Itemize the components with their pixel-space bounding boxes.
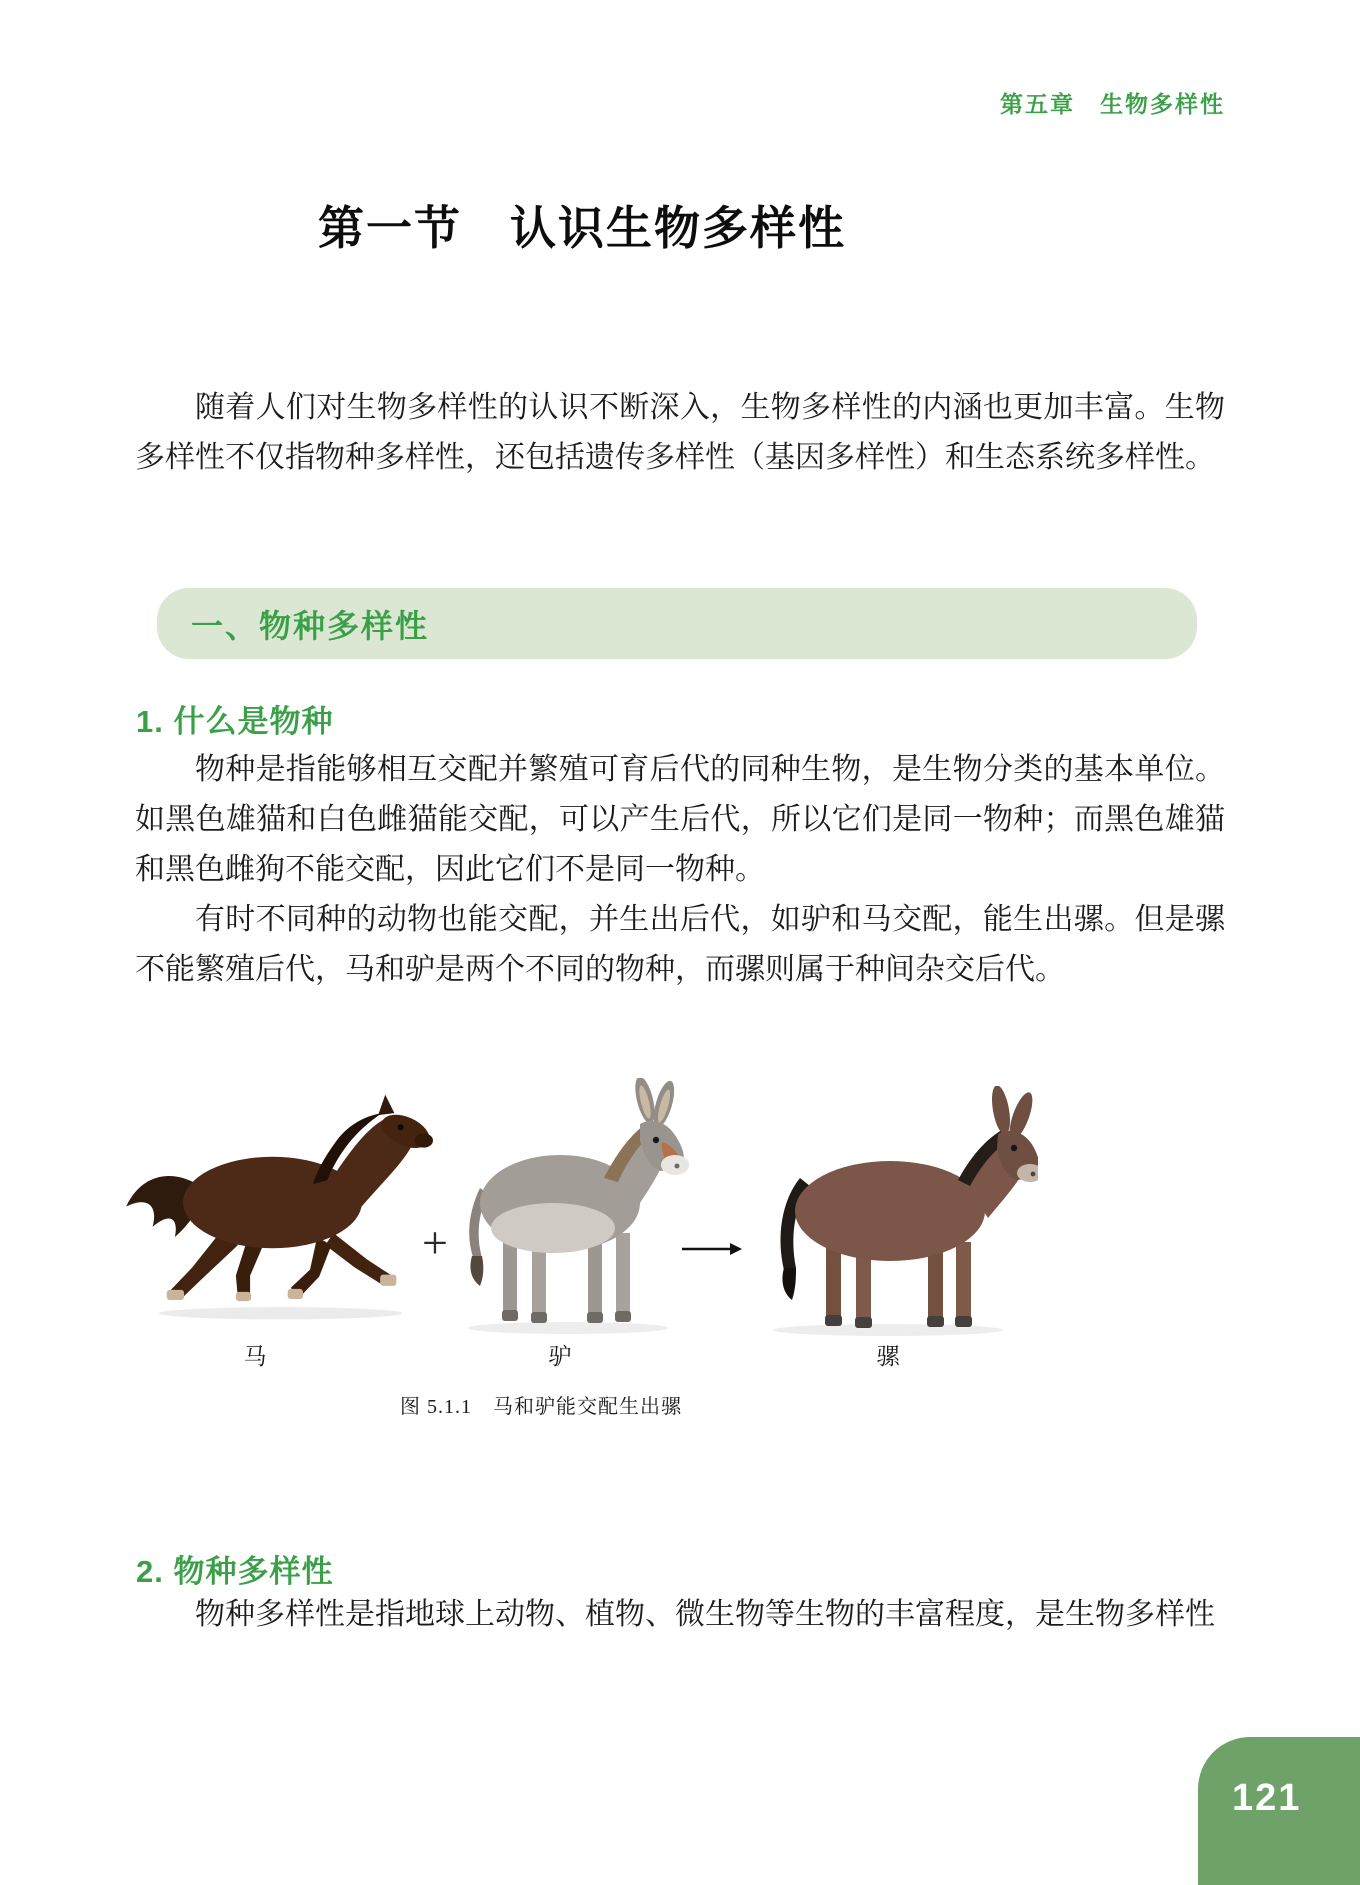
horse-illustration xyxy=(118,1082,433,1322)
mule-example-paragraph: 有时不同种的动物也能交配，并生出后代，如驴和马交配，能生出骡。但是骡不能繁殖后代，马和驴是两个不同的物种，而骡则属于种间杂交后代。 xyxy=(135,903,1225,986)
topic-banner xyxy=(157,588,1197,659)
chapter-header: 第五章 生物多样性 xyxy=(1000,91,1225,117)
page-title: 第一节 认识生物多样性 xyxy=(318,202,846,254)
mule-illustration xyxy=(738,1086,1038,1338)
topic-banner-label: 一、物种多样性 xyxy=(191,607,430,644)
page-number: 121 xyxy=(1232,1777,1302,1819)
page-number-badge xyxy=(1198,1737,1360,1885)
figure-caption: 图 5.1.1 马和驴能交配生出骡 xyxy=(400,1396,682,1418)
donkey-label: 驴 xyxy=(548,1344,572,1369)
arrow-right-icon xyxy=(680,1240,744,1258)
plus-icon: + xyxy=(422,1217,448,1268)
horse-label: 马 xyxy=(243,1344,267,1369)
intro-paragraph: 随着人们对生物多样性的认识不断深入，生物多样性的内涵也更加丰富。生物多样性不仅指物种多样性，还包括遗传多样性（基因多样性）和生态系统多样性。 xyxy=(135,391,1225,474)
donkey-illustration xyxy=(448,1078,693,1338)
species-definition-paragraph: 物种是指能够相互交配并繁殖可育后代的同种生物，是生物分类的基本单位。如黑色雄猫和白色雌猫能交配，可以产生后代，所以它们是同一物种；而黑色雄猫和黑色雌狗不能交配，因此它们不是同一物种。 xyxy=(135,753,1225,886)
subheading-what-is-species: 1. 什么是物种 xyxy=(136,704,334,739)
species-diversity-paragraph: 物种多样性是指地球上动物、植物、微生物等生物的丰富程度，是生物多样性 xyxy=(195,1598,1215,1631)
subheading-species-diversity: 2. 物种多样性 xyxy=(136,1554,334,1589)
mule-label: 骡 xyxy=(876,1344,900,1369)
